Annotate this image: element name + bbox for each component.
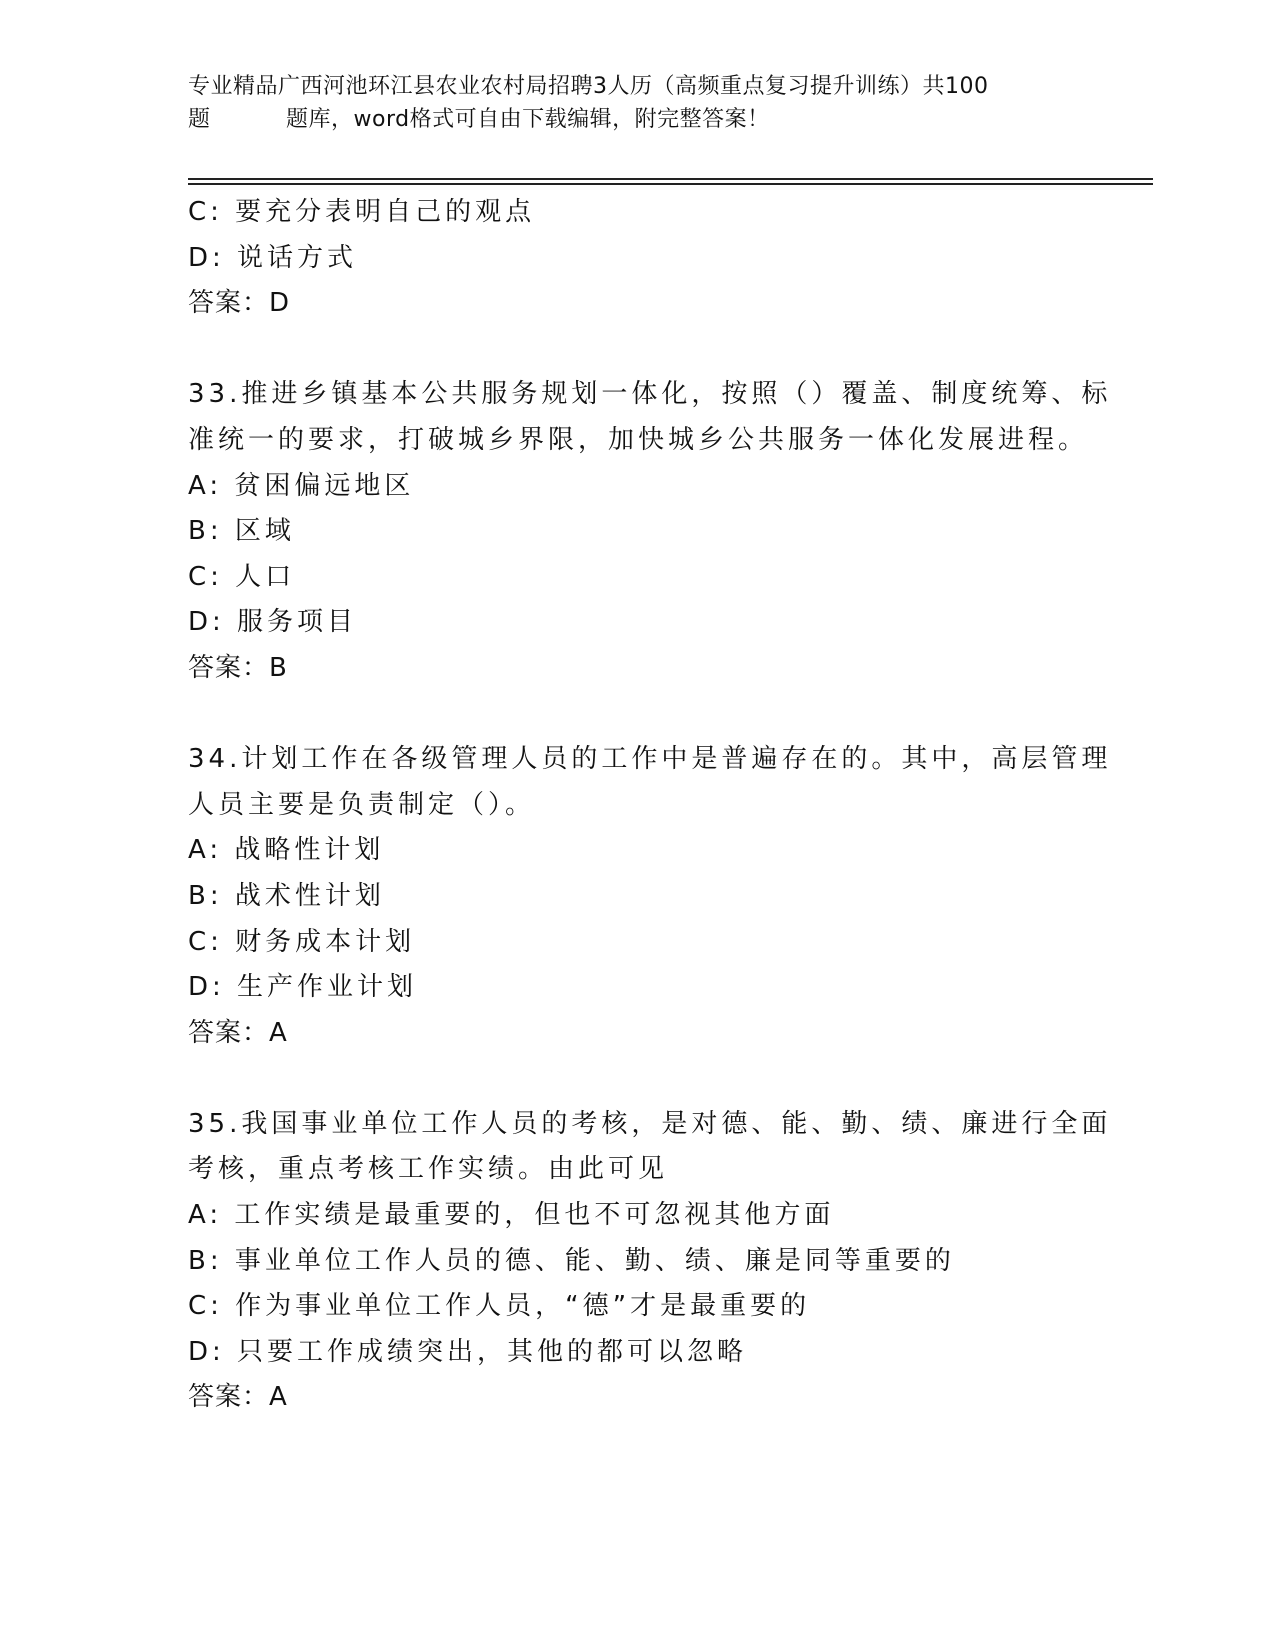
option-c: C: 要充分表明自己的观点	[188, 197, 536, 227]
question-stem: 准统一的要求，打破城乡界限，加快城乡公共服务一体化发展进程。	[188, 424, 1089, 455]
question-block-previous	[188, 190, 1088, 327]
header-subtitle-lead: 题	[188, 107, 211, 132]
option-c: C: 财务成本计划	[188, 926, 416, 957]
header-subtitle-text: 题库，word格式可自由下载编辑，附完整答案！	[286, 107, 770, 132]
question-list	[188, 190, 1112, 1421]
option-d: D: 生产作业计划	[188, 972, 418, 1003]
question-stem: 考核，重点考核工作实绩。由此可见	[188, 1154, 669, 1185]
header-divider-top	[188, 178, 1153, 180]
option-b: B: 区域	[188, 516, 295, 547]
option-b: B: 事业单位工作人员的德、能、勤、绩、廉是同等重要的	[188, 1245, 955, 1276]
answer-line: 答案：A	[188, 1017, 288, 1048]
option-a: A: 战略性计划	[188, 835, 385, 866]
answer-line: 答案：B	[188, 652, 288, 683]
option-a: A: 工作实绩是最重要的，但也不可忽视其他方面	[188, 1200, 835, 1231]
question-block-35	[188, 1102, 1112, 1421]
spacer	[188, 327, 1088, 373]
spacer	[188, 1056, 1088, 1102]
answer-line: 答案：A	[188, 1382, 288, 1413]
question-stem: 人员主要是负责制定（）。	[188, 789, 536, 820]
option-b: B: 战术性计划	[188, 880, 385, 911]
header-title-line: 专业精品广西河池环江县农业农村局招聘3人历（高频重点复习提升训练）共100	[188, 74, 989, 99]
option-a: A: 贫困偏远地区	[188, 470, 415, 501]
question-block-33	[188, 372, 1112, 691]
header-divider-bottom	[188, 183, 1153, 185]
option-d: D: 服务项目	[188, 607, 358, 638]
option-c: C: 人口	[188, 561, 296, 592]
document-header	[188, 70, 1088, 136]
question-stem: 33.推进乡镇基本公共服务规划一体化，按照（）覆盖、制度统筹、标	[188, 379, 1112, 410]
question-stem: 34.计划工作在各级管理人员的工作中是普遍存在的。其中，高层管理	[188, 744, 1112, 775]
header-subtitle-line	[188, 103, 1088, 136]
option-d: D: 只要工作成绩突出，其他的都可以忽略	[188, 1336, 748, 1367]
option-d: D: 说话方式	[188, 242, 358, 273]
spacer	[188, 692, 1088, 738]
question-block-34	[188, 737, 1112, 1056]
option-c: C: 作为事业单位工作人员，“德”才是最重要的	[188, 1291, 811, 1322]
answer-line: 答案：D	[188, 288, 291, 319]
question-stem: 35.我国事业单位工作人员的考核，是对德、能、勤、绩、廉进行全面	[188, 1108, 1112, 1139]
